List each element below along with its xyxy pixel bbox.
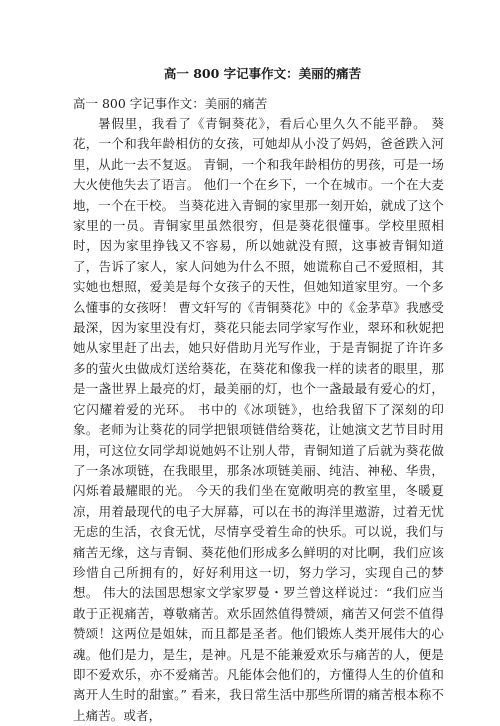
document-title: 高一 800 字记事作文：美丽的痛苦: [163, 66, 362, 81]
document-body: 暑假里，我看了《青铜葵花》，看后心里久久不能平静。 葵花，一个和我年龄相仿的女孩，可她却从小没了妈妈，爸爸跌入河里，从此一去不复返。 青铜，一个和我年龄相仿的男孩，可是一场大火使他失去了语言。 他们一个在乡下，一个在城市。一个在大麦地，一个在干校。 当葵花进入青铜的家里那一刻开始，就成了这个家里的一员。青铜家里虽然很穷，但是葵花很懂事。学校里照相时，因为家里挣钱又不容易，所以她就没有照，这事被青铜知道了，告诉了家人，家人问她为什么不照，她谎称自己不爱照相，其实她也想照，爱美是每个女孩子的天性，但她知道家里穷。一个多么懂事的女孩呀！ 曹文轩写的《青铜葵花》中的《金茅草》我感受最深，因为家里没有灯，葵花只能去同学家写作业，翠环和秋妮把她从家里赶了出去，她只好借助月光写作业，于是青铜捉了许许多多的萤火虫做成灯送给葵花，在葵花和像我一样的读者的眼里，那是一盏世界上最亮的灯，最美丽的灯，也个一盏最最有爱心的灯，它闪耀着爱的光环。 书中的《冰项链》，也给我留下了深刻的印象。老师为让葵花的同学把银项链借给葵花，让她演文艺节目时用用，可这位女同学却说她妈不让别人带，青铜知道了后就为葵花做了一条冰项链，在我眼里，那条冰项链美丽、纯洁、神秘、华贵，闪烁着最耀眼的光。 今天的我们坐在宽敞明亮的教室里，冬暖夏凉，用着最现代的电子大屏幕，可以在书的海洋里遨游，过着无忧无虑的生活，衣食无忧，尽情享受着生命的快乐。可以说，我们与痛苦无缘，这与青铜、葵花他们形成多么鲜明的对比啊，我们应该珍惜自己所拥有的，好好利用这一切，努力学习，实现自己的梦想。 伟大的法国思想家文学家罗曼・罗兰曾这样说过：“我们应当敢于正视痛苦，尊敬痛苦。欢乐固然值得赞颂，痛苦又何尝不值得赞颂！这两位是姐妹，而且都是圣者。他们锻炼人类开展伟大的心魂。他们是力，是生，是神。凡是不能兼爱欢乐与痛苦的人，便是即不爱欢乐，亦不爱痛苦。凡能体会他们的，方懂得人生的价值和离开人生时的甜蜜。” 看来，我日常生活中那些所谓的痛苦根本称不上痛苦。或者，: [73, 116, 444, 723]
document-subtitle: 高一 800 字记事作文：美丽的痛苦: [73, 96, 268, 111]
